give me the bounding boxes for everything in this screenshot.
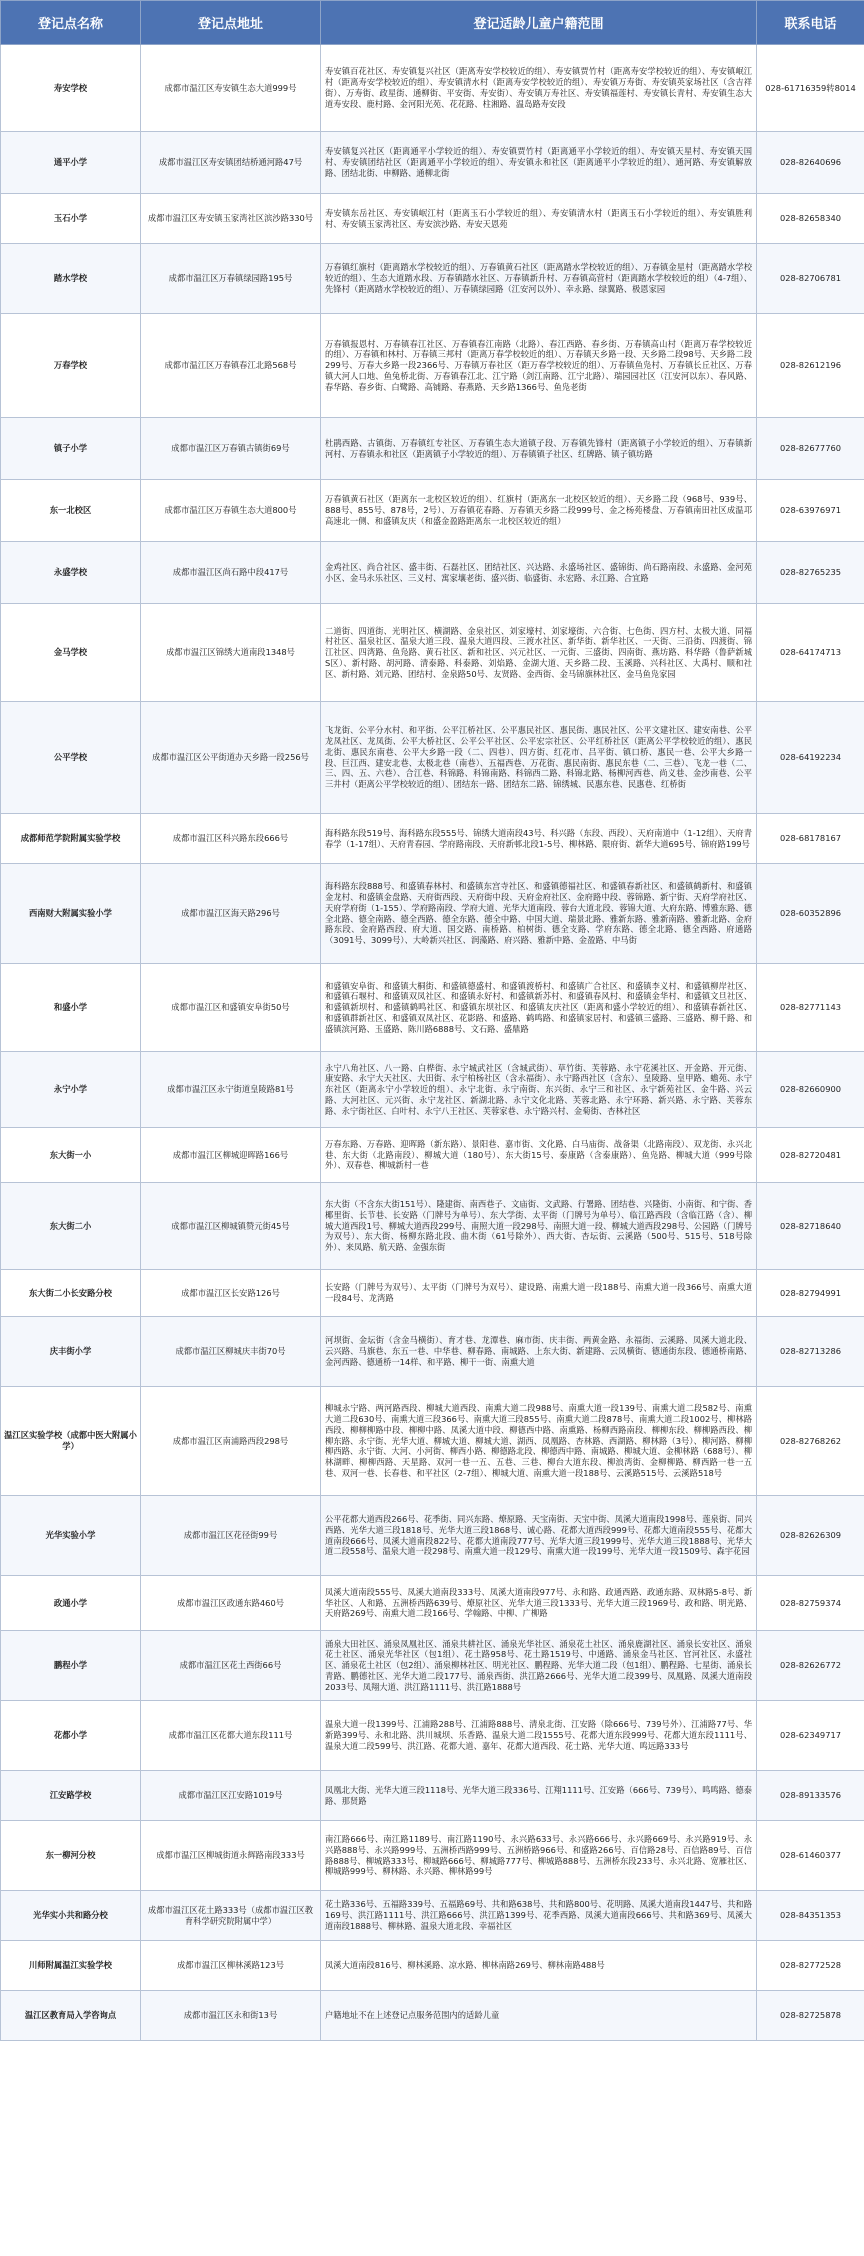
scope-cell: 长安路（门牌号为双号）、太平街（门牌号为双号）、建设路、南熏大道一段188号、南熏大道一段366号、南熏大道一段84号、龙湾路 (321, 1270, 757, 1317)
address-cell: 成都市温江区柳城街道永辉路南段333号 (141, 1821, 321, 1891)
scope-cell: 杜鹃西路、古镇街、万春镇红专社区、万春镇生态大道镇子段、万春镇先锋村（距离镇子小学较近的组）、万春镇新河村、万春镇永和社区（距离镇子小学较近的组）、万春镇镇子社区、红牌路、镇子镇坊路 (321, 418, 757, 480)
phone-cell: 028-82768262 (757, 1387, 864, 1496)
scope-cell: 万春镇黄石社区（距离东一北校区较近的组）、红旗村（距离东一北校区较近的组）、天乡路二段（968号、939号、888号、855号、878号，2号）、万春镇花春路、万春镇天乡路二段999号、金之杨苑楼盘、万春镇南田社区成温邛高速北一侧、和盛镇友庆（和盛金盈路距离东一北校区较近的组） (321, 480, 757, 542)
address-cell: 成都市温江区江安路1019号 (141, 1771, 321, 1821)
phone-cell: 028-89133576 (757, 1771, 864, 1821)
scope-cell: 二道街、四道街、光明社区、横湖路、金泉社区、刘家壕村、刘家壕街、六合街、七色街、四方村、太极大道、同福村社区、温泉社区、温泉大道三段、温泉大道四段、三渡水社区、新华街、新华社区、一天街、三沿街、四渡街、锦江社区、四湾路、鱼凫路、黄石社区、新和社区、兴元社区、一元街、三盛街、四南街、燕坊路、科华路（鲁萨新城S区）、新村路、胡河路、清泰路、科泰路、刘焰路、金湖大道、天乡路二段、玉溪路、兴科社区、大禹村、顺和社区、新村路、刘元路、团结村、金泉路50号、友贤路、金西街、金马锦旗林社区、金马鱼凫家园 (321, 604, 757, 702)
scope-cell: 河坝街、金坛街（含金马横街）、育才巷、龙潭巷、麻市街、庆丰街、两黄金路、永福街、云溪路、凤溪大道北段、云兴路、马旗巷、东五一巷、中华巷、柳春路、南城路、上东大街、新建路、云凤横街、德通街东段、德通桥南路、金河西路、德通桥一14样、和平路、柳干一街、南熏大道 (321, 1317, 757, 1387)
phone-cell: 028-82765235 (757, 542, 864, 604)
scope-cell: 飞龙街、公平分水村、和平街、公平江桥社区、公平惠民社区、惠民街、惠民社区、公平文建社区、建安南巷、公平龙凤社区、龙凤街、公平大桥社区、公平公平社区、公平宏宗社区、公平红桥社区（距离公平学校较近的组）、惠民北街、惠民东南巷、公平大乡路一段（二、四巷）、四方街、红花市、吕平街、镇口桥、惠民一巷、公平大乡路一段、巨江西、建安北巷、太极北巷（南巷）、五福西巷、万花街、惠民南街、惠民东巷（二、三巷）、飞龙一巷（二、三、四、五、六巷）、合江巷、科锦路、科锦南路、科锦西二路、科锦北路、杨柳河西巷、尚义巷、金沙南巷、公平三井村（距离公平学校较近的组）、团结东一路、团结东二路、锦绣城、民惠东巷、民惠巷、红桥街 (321, 702, 757, 814)
address-cell: 成都市温江区柳城镇赞元街45号 (141, 1183, 321, 1270)
table-row (1, 314, 864, 418)
school-name-cell: 金马学校 (1, 604, 141, 702)
table-row (1, 1821, 864, 1891)
scope-cell: 凤凰北大街、光华大道三段1118号、光华大道三段336号、江翔1111号、江安路（666号、739号）、鸣鸣路、德泰路、那贤路 (321, 1771, 757, 1821)
address-cell: 成都市温江区万春镇春江北路568号 (141, 314, 321, 418)
scope-cell: 东大街（不含东大街151号）、隆建街、南西巷子、文庙街、文武路、行署路、团结巷、兴隆街、小南街、和宁街、香椰里街、长节巷、长安路（门牌号为单号）、东大学街、太平街（门牌号为单号）、临江路西段（含临江路（含）、柳城大道西段1号、柳城大道西段299号、南照大道一段298号、南照大道一段、柳城大道西段298号、公园路（门牌号为双号）、东大街、杨柳东路北段、曲木街（61号除外）、西大街、杏坛街、云溪路（500号、515号、518号除外）、来凤路、航天路、金强东街 (321, 1183, 757, 1270)
scope-cell: 金鸡社区、尚合社区、盛丰街、石磊社区、团结社区、兴达路、永盛场社区、盛锦街、尚石路南段、永盛路、金河苑小区、金马永乐社区、三义村、寓家壤老街、盛兴街、临盛街、永宏路、永江路、合宜路 (321, 542, 757, 604)
table-row (1, 1891, 864, 1941)
header-phone: 联系电话 (757, 1, 864, 45)
phone-cell: 028-82658340 (757, 194, 864, 244)
phone-cell: 028-61716359转8014 (757, 45, 864, 132)
scope-cell: 南江路666号、南江路1189号、南江路1190号、永兴路633号、永兴路666号、永兴路669号、永兴路919号、永兴路888号、永兴路999号、五洲桥西路999号、五洲桥路966号、和盛路266号、百信路28号、百信路89号、百信路888号、柳城路333号、柳城路666号、柳城路777号、柳城路888号、五洲桥东段233号、永兴北路、宽雁社区、柳城路999号、柳林路、永兴路、柳林路99号 (321, 1821, 757, 1891)
address-cell: 成都市温江区尚石路中段417号 (141, 542, 321, 604)
table-row (1, 1128, 864, 1183)
school-name-cell: 江安路学校 (1, 1771, 141, 1821)
address-cell: 成都市温江区和盛镇安阜街50号 (141, 964, 321, 1052)
scope-cell: 公平花都大道西段266号、花季街、同兴东路、燎原路、天宝南街、天宝中街、凤溪大道南段1998号、莲泉街、同兴西路、光华大道三段1818号、光华大道三段1868号、诚心路、花都大道西段999号、花都大道南段555号、花都大道南段666号、凤溪大道南段822号、花都大道南段777号、光华大道三段1999号、光华大道三段1888号、光华大道二段558号、温泉大道一段298号、南熏大道一段129号、南熏大道一段199号、光华大道一段1509号、森宇花园 (321, 1496, 757, 1576)
table-row (1, 1270, 864, 1317)
scope-cell: 花土路336号、五福路339号、五福路69号、共和路638号、共和路800号、花明路、凤溪大道南段1447号、共和路169号、洪江路1111号、洪江路666号、洪江路1399号、花季西路、凤溪大道南段666号、共和路369号、凤溪大道南段1888号、柳林路、温泉大道北段、幸福社区 (321, 1891, 757, 1941)
school-name-cell: 温江区教育局入学咨询点 (1, 1991, 141, 2041)
phone-cell: 028-82720481 (757, 1128, 864, 1183)
school-name-cell: 通平小学 (1, 132, 141, 194)
school-name-cell: 川师附属温江实验学校 (1, 1941, 141, 1991)
address-cell: 成都市温江区长安路126号 (141, 1270, 321, 1317)
phone-cell: 028-64192234 (757, 702, 864, 814)
scope-cell: 和盛镇安阜街、和盛镇大桐街、和盛镇德盛村、和盛镇渡桥村、和盛镇广合社区、和盛镇李义村、和盛镇柳岸社区、和盛镇石堰村、和盛镇双凤社区、和盛镇永好村、和盛镇新苏村、和盛镇春风村、和盛镇金华村、和盛镇文旦社区、和盛镇新坝村、和盛镇鹤鸣社区、和盛镇东坝社区、和盛镇友庆社区（距离和盛小学较近的组）、和盛镇春新社区、和盛镇群新社区、和盛镇双凤社区、花影路、和盛路、鹤鸣路、和盛镇家居村、和盛镇三盛路、三盛路、柳千路、和盛镇滨河路、玉盛路、陈川路6888号、文石路、盛鼎路 (321, 964, 757, 1052)
address-cell: 成都市温江区锦绣大道南段1348号 (141, 604, 321, 702)
school-name-cell: 公平学校 (1, 702, 141, 814)
school-name-cell: 政通小学 (1, 1576, 141, 1631)
phone-cell: 028-62349717 (757, 1701, 864, 1771)
address-cell: 成都市温江区柳城庆丰街70号 (141, 1317, 321, 1387)
table-row (1, 1941, 864, 1991)
phone-cell: 028-82772528 (757, 1941, 864, 1991)
scope-cell: 海科路东段519号、海科路东段555号、锦绣大道南段43号、科兴路（东段、西段）、天府南道中（1-12组）、天府青春学（1-17组）、天府青春园、学府路南段、天府新邨北段1-5号、柳林路、限府街、新华大道695号、锦府路199号 (321, 814, 757, 864)
table-row (1, 1701, 864, 1771)
address-cell: 成都市温江区寿安镇团结桥通河路47号 (141, 132, 321, 194)
table-row (1, 542, 864, 604)
address-cell: 成都市温江区花都大道东段111号 (141, 1701, 321, 1771)
school-name-cell: 永宁小学 (1, 1052, 141, 1128)
scope-cell: 涌泉大田社区、涌泉凤凰社区、涌泉共耕社区、涌泉光华社区、涌泉花土社区、涌泉鹿湖社区、涌泉长安社区、涌泉花土社区、涌泉光华社区（包1组）、花土路958号、花土路1519号、中通路、涌泉金马社区、官河社区、永盛社区、涌泉花土社区（包2组）、涌泉柳林社区、明光社区、鹏程路、光华大道二段（包1组）、鹏程路、七星街、涌泉长青路、鹏德社区、光华大道二段177号、涌泉西街、洪江路2666号、光华大道二段399号、凤凰路、凤溪大道南段2033号、凤翔大道、洪江路1111号、洪江路1888号 (321, 1631, 757, 1701)
school-name-cell: 光华实小共和路分校 (1, 1891, 141, 1941)
school-name-cell: 万春学校 (1, 314, 141, 418)
school-name-cell: 东一北校区 (1, 480, 141, 542)
school-name-cell: 鹏程小学 (1, 1631, 141, 1701)
phone-cell: 028-82660900 (757, 1052, 864, 1128)
address-cell: 成都市温江区花径街99号 (141, 1496, 321, 1576)
header-row (1, 1, 864, 45)
address-cell: 成都市温江区寿安镇玉家湾社区滨沙路330号 (141, 194, 321, 244)
scope-cell: 温泉大道一段1399号、江浦路288号、江浦路888号、清泉北街、江安路（除666号、739号外）、江浦路77号、华新路399号、永和北路、洪川城坝、乐香路、温泉大道二段1555号、花都大道东段999号、花都大道东段1111号、温泉大道二段599号、洪江路、花都大道、嘉年、花都大道西段、花士路、光华大道、鸣远路333号 (321, 1701, 757, 1771)
header-address: 登记点地址 (141, 1, 321, 45)
table-row (1, 1631, 864, 1701)
scope-cell: 户籍地址不在上述登记点服务范围内的适龄儿童 (321, 1991, 757, 2041)
phone-cell: 028-82706781 (757, 244, 864, 314)
phone-cell: 028-82677760 (757, 418, 864, 480)
school-name-cell: 东一柳河分校 (1, 1821, 141, 1891)
school-name-cell: 永盛学校 (1, 542, 141, 604)
school-name-cell: 踏水学校 (1, 244, 141, 314)
table-row (1, 45, 864, 132)
address-cell: 成都市温江区科兴路东段666号 (141, 814, 321, 864)
school-name-cell: 镇子小学 (1, 418, 141, 480)
school-name-cell: 和盛小学 (1, 964, 141, 1052)
phone-cell: 028-82759374 (757, 1576, 864, 1631)
address-cell: 成都市温江区南浦路西段298号 (141, 1387, 321, 1496)
school-name-cell: 东大街二小 (1, 1183, 141, 1270)
table-row (1, 702, 864, 814)
school-name-cell: 玉石小学 (1, 194, 141, 244)
school-name-cell: 花都小学 (1, 1701, 141, 1771)
school-name-cell: 西南财大附属实验小学 (1, 864, 141, 964)
school-name-cell: 东大街二小长安路分校 (1, 1270, 141, 1317)
phone-cell: 028-82640696 (757, 132, 864, 194)
phone-cell: 028-82626309 (757, 1496, 864, 1576)
address-cell: 成都市温江区万春镇生态大道800号 (141, 480, 321, 542)
scope-cell: 凤溪大道南段816号、柳林溪路、凉水路、柳林南路269号、柳林南路488号 (321, 1941, 757, 1991)
table-row (1, 1317, 864, 1387)
phone-cell: 028-61460377 (757, 1821, 864, 1891)
scope-cell: 寿安镇复兴社区（距离通平小学较近的组）、寿安镇贾竹村（距离通平小学较近的组）、寿安镇天星村、寿安镇天国村、寿安镇团结社区（距离通平小学较近的组）、寿安镇永和社区（距离通平小学较近的组）、通河路、寿安镇解放路、团结北街、申柳路、通柳北街 (321, 132, 757, 194)
phone-cell: 028-82771143 (757, 964, 864, 1052)
table-row (1, 964, 864, 1052)
scope-cell: 寿安镇东岳社区、寿安镇岷江村（距离玉石小学较近的组）、寿安镇清水村（距离玉石小学较近的组）、寿安镇胜利村、寿安镇玉家湾社区、寿安滨沙路、寿安天恩苑 (321, 194, 757, 244)
address-cell: 成都市温江区永宁街道皇陵路81号 (141, 1052, 321, 1128)
school-name-cell: 成都师范学院附属实验学校 (1, 814, 141, 864)
school-name-cell: 光华实验小学 (1, 1496, 141, 1576)
address-cell: 成都市温江区万春镇古镇街69号 (141, 418, 321, 480)
table-row (1, 1183, 864, 1270)
address-cell: 成都市温江区万春镇绿园路195号 (141, 244, 321, 314)
address-cell: 成都市温江区柳城迎晖路166号 (141, 1128, 321, 1183)
phone-cell: 028-84351353 (757, 1891, 864, 1941)
table-row (1, 814, 864, 864)
table-row (1, 244, 864, 314)
table-row (1, 1771, 864, 1821)
table-row (1, 132, 864, 194)
scope-cell: 万春东路、万春路、迎晖路（新东路）、景阳巷、嘉市街、文化路、白马庙街、战备渠（北路南段）、双龙街、永兴北巷、东大街（北路南段）、柳城大道（180号）、东大街15号、泰康路（含泰康路）、鱼凫路、柳城大道（999号除外）、双春巷、柳城新村一巷 (321, 1128, 757, 1183)
table-row (1, 480, 864, 542)
phone-cell: 028-82612196 (757, 314, 864, 418)
scope-cell: 寿安镇百花社区、寿安镇复兴社区（距离寿安学校较近的组）、寿安镇贾竹村（距离寿安学校较近的组）、寿安镇岷江村（距离寿安学校较近的组）、寿安镇清水村（距离寿安学校较近的组）、寿安镇万寿街、寿安镇英家场社区（含吉祥街）、万寿街、政星街、通柳街、平安街、寿安街）、寿安镇万寿社区、寿安镇福莲村、寿安镇长青村、寿安镇生态大道寿安段、鹿村路、金河阳光苑、花花路、柱湘路、温岛路寿安段 (321, 45, 757, 132)
table-body (1, 45, 864, 2041)
table-row (1, 418, 864, 480)
phone-cell: 028-64174713 (757, 604, 864, 702)
scope-cell: 万春镇红旗村（距离踏水学校较近的组）、万春镇黄石社区（距离踏水学校较近的组）、万春镇金星村（距离踏水学校较近的组）、生态大道踏水段、万春镇踏水社区、万春镇新升村、万春镇高营村（距离踏水学校较近的组）（4-7组）、先锋村（距离踏水学校较近的组）、万春镇绿园路（江安河以外）、幸永路、绿翼路、极恩家园 (321, 244, 757, 314)
table-row (1, 1052, 864, 1128)
address-cell: 成都市温江区花土西街66号 (141, 1631, 321, 1701)
table-row (1, 1576, 864, 1631)
table-row (1, 1496, 864, 1576)
scope-cell: 永宁八角社区、八一路、白桦街、永宁城武社区（含城武街）、草竹街、芙蓉路、永宁花溪社区、开金路、开元街、康安路、永宁大天社区、大田街、永宁柏杨社区（含永福街）、永宁路西社区（含东）、皇陵路、皇甲路、蟾苑、永宁东社区（距离永宁小学较近的组）、永宁北街、永宁南街、东兴街、永宁三和社区、永宁新苑社区、金牛路、兴云路、大河社区、元兴街、永宁龙社区、新湖北路、永宁文化北路、芙蓉北路、永宁环路、新兴路、永宁路、芙蓉东路、永宁街社区、白叶村、永宁八王社区、芙蓉家巷、永宁路兴村、金菊街、杏林社区 (321, 1052, 757, 1128)
school-name-cell: 东大街一小 (1, 1128, 141, 1183)
phone-cell: 028-82713286 (757, 1317, 864, 1387)
table-row (1, 604, 864, 702)
address-cell: 成都市温江区柳林溪路123号 (141, 1941, 321, 1991)
table-row (1, 1991, 864, 2041)
address-cell: 成都市温江区花土路333号（成都市温江区教育科学研究院附属中学） (141, 1891, 321, 1941)
header-scope: 登记适龄儿童户籍范围 (321, 1, 757, 45)
scope-cell: 万春镇报恩村、万春镇春江社区、万春镇春江南路（北路）、春江西路、春乡街、万春镇高山村（距离万春学校较近的组）、万春镇和林村、万春镇三邦村（距离万春学校较近的组）、万春镇天乡路一段、天乡路二段98号、天乡路二段299号、万春大乡路一段2366号、万春镇万春社区（距万春学校较近的组）、万春镇鱼凫村、万春镇长丘社区、万春镇大河人口地、鱼兔桥北街、万春镇春江北、江宁路（剑江南路、江宁北路）、瑞园园社区（江安河以东）、春风路、春华路、春乡街、白鹭路、高铺路、春燕路、天乡路1366号、鱼凫老街 (321, 314, 757, 418)
address-cell: 成都市温江区政通东路460号 (141, 1576, 321, 1631)
scope-cell: 柳城永宁路、两河路西段、柳城大道西段、南熏大道二段988号、南熏大道一段139号、南熏大道二段582号、南熏大道二段630号、南熏大道三段366号、南熏大道三段855号、南熏大道二段878号、南熏大道二段1002号、柳林路西段、柳柳柳路中段、柳柳中路、凤溪大道中段、柳德西中路、南熏路、杨柳西路南段、柳柳东段、柳柳路西段、柳柳东路、永宁街、光华大道、柳城大道、柳城大道、湖西、凤凰路、杏林路、西湖路、柳林路（3号）、柳河路、柳柳柳西路、永宁街、大河、小河街、柳西小路、柳德路北段、柳德西中路、南城路、柳城大道、金柳林路（688号）、柳林湖畔、柳柳西路、天星路、双河一巷一五、五巷、三巷、柳台大道东段、柳浪湾街、金柳柳路、柳西路一巷一五巷、双河一巷、长春巷、和平社区（2-7组）、柳城大道、南熏大道一段188号、云溪路515号、云溪路518号 (321, 1387, 757, 1496)
phone-cell: 028-82626772 (757, 1631, 864, 1701)
phone-cell: 028-82718640 (757, 1183, 864, 1270)
phone-cell: 028-63976971 (757, 480, 864, 542)
scope-cell: 海科路东段888号、和盛镇春林村、和盛镇东宫寺社区、和盛镇德福社区、和盛镇春新社区、和盛镇鹤新村、和盛镇金龙村、和盛镇金盘路、天府街西段、天府街中段、天府金府社区、金府路中段、蓉锦路、新宁街、天府学府社区、天府学府街（1-155）、学府路南段、学府大道、光华大道南段、蓉台大道北段、蓉锦大道、大府东路、博雅东路、德全北路、德全南路、德全西路、德全东路、德全中路、中国大道、瑞景北路、雅新东路、雅新南路、雅新北路、金府路东段、金府路西段、府大道、国交路、南桥路、柏树街、德全支路、学府东路、德全北路、德全西路、府通路（3091号、3099号）、大岭新兴社区、润藻路、府兴路、雅新中路、金盈路、中马街 (321, 864, 757, 964)
phone-cell: 028-68178167 (757, 814, 864, 864)
table-row (1, 1387, 864, 1496)
scope-cell: 凤溪大道南段555号、凤溪大道南段333号、凤溪大道南段977号、永和路、政通西路、政通东路、双林路5-8号、新华社区、人和路、五洲桥西路639号、燎原社区、光华大道三段1333号、光华大道三段1969号、政和路、明光路、天府路269号、南熏大道二段166号、学翰路、中柳、广柳路 (321, 1576, 757, 1631)
header-name: 登记点名称 (1, 1, 141, 45)
address-cell: 成都市温江区公平街道办天乡路一段256号 (141, 702, 321, 814)
school-name-cell: 庆丰街小学 (1, 1317, 141, 1387)
address-cell: 成都市温江区海天路296号 (141, 864, 321, 964)
school-name-cell: 寿安学校 (1, 45, 141, 132)
address-cell: 成都市温江区寿安镇生态大道999号 (141, 45, 321, 132)
phone-cell: 028-82725878 (757, 1991, 864, 2041)
address-cell: 成都市温江区永和街13号 (141, 1991, 321, 2041)
phone-cell: 028-82794991 (757, 1270, 864, 1317)
table-row (1, 194, 864, 244)
school-name-cell: 温江区实验学校（成都中医大附属小学） (1, 1387, 141, 1496)
table-row (1, 864, 864, 964)
phone-cell: 028-60352896 (757, 864, 864, 964)
